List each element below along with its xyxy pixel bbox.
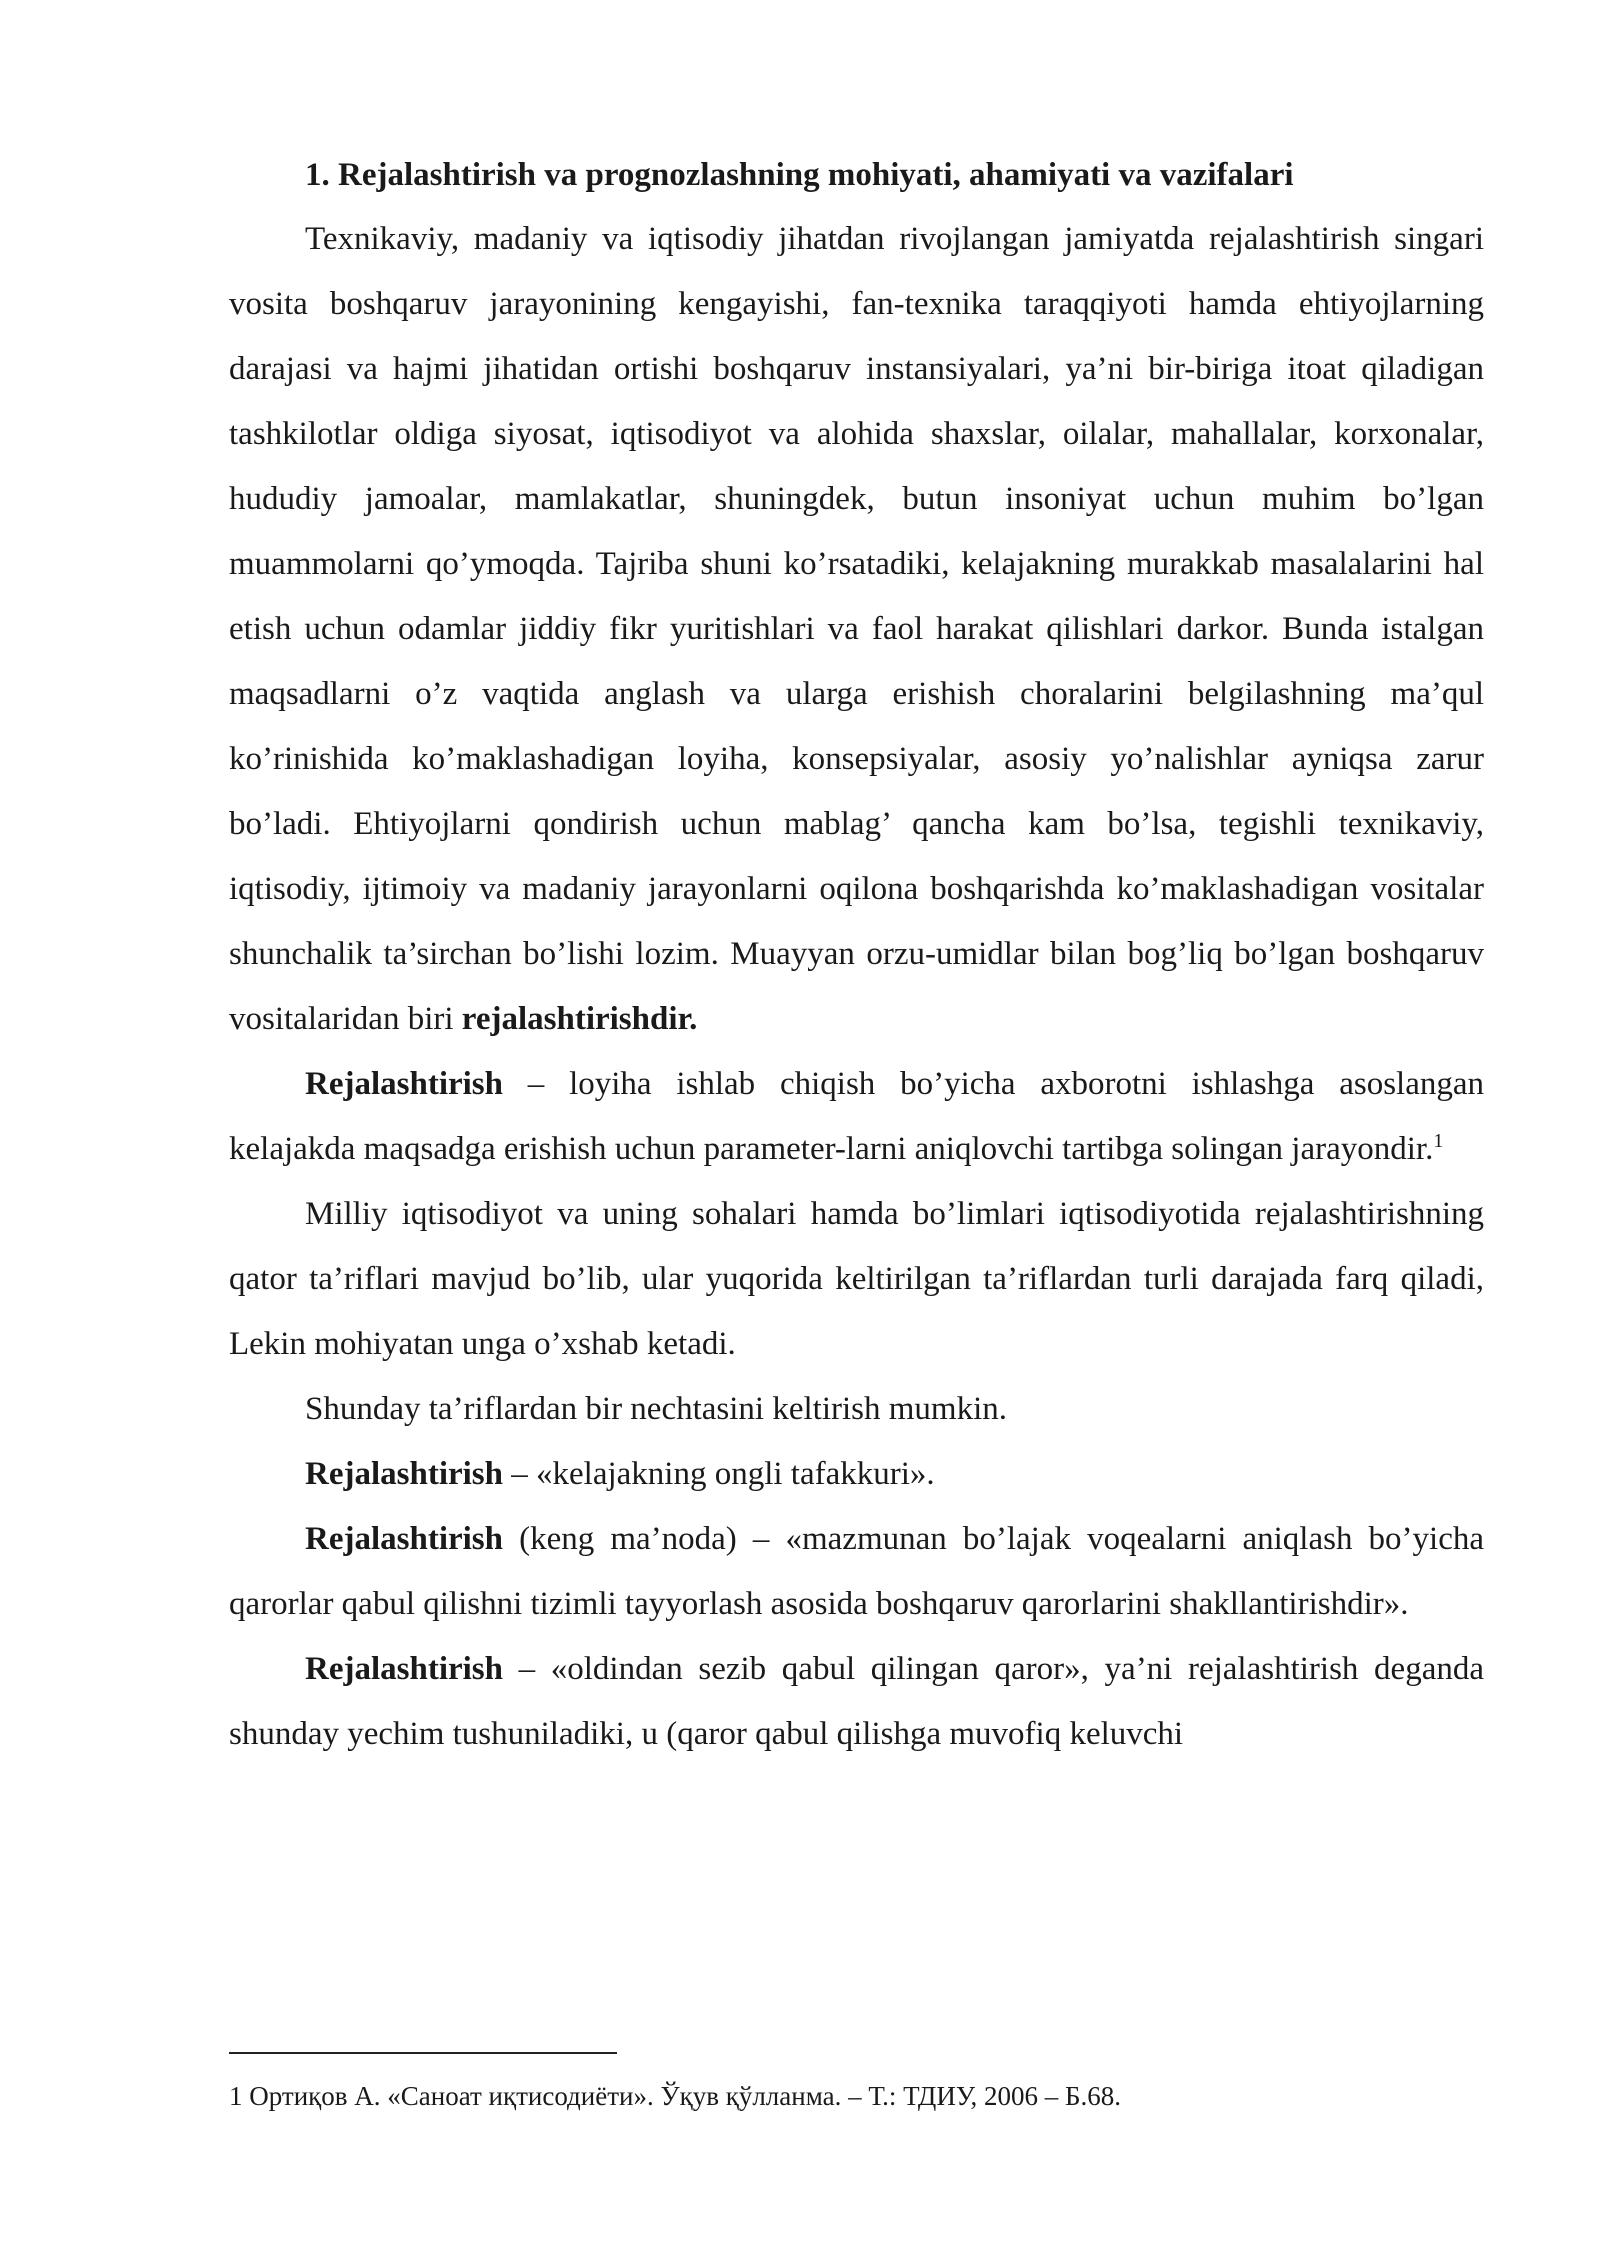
paragraph-intro-text: Texnikaviy, madaniy va iqtisodiy jihatdan rivojlangan jamiyatda rejalashtirish singari vosita boshqaruv jarayonining kengayishi, fan-texnika taraqqiyoti hamda ehtiyojlarning darajasi va hajmi jihatidan ortishi boshqaruv instansiyalari, ya’ni bir-biriga itoat qiladigan tashkilotlar oldiga siyosat, iqtisodiyot va alohida shaxslar, oilalar, mahallalar, korxonalar, hududiy jamoalar, mamlakatlar, shuningdek, butun insoniyat uchun muhim bo’lgan muammolarni qo’ymoqda. Tajriba shuni ko’rsatadiki, kelajakning murakkab masalalarini hal etish uchun odamlar jiddiy fikr yuritishlari va faol harakat qilishlari darkor. Bunda istalgan maqsadlarni o’z vaqtida anglash va ularga erishish choralarini belgilashning ma’qul ko’rinishida ko’maklashadigan loyiha, konsepsiyalar, asosiy yo’nalishlar ayniqsa zarur bo’ladi. Ehtiyojlarni qondirish uchun mablag’ qancha kam bo’lsa, tegishli texnikaviy, iqtisodiy, ijtimoiy va madaniy jarayonlarni oqilona boshqarishda ko’maklashadigan vositalar shunchalik ta’sirchan bo’lishi lozim. Muayyan orzu-umidlar bilan bog’liq bo’lgan boshqaruv vositalaridan biri: [229, 221, 1484, 1037]
paragraph-text: Milliy iqtisodiyot va uning sohalari hamda bo’limlari iqtisodiyotida rejalashtirishning qator ta’riflari mavjud bo’lib, ular yuqorida keltirilgan ta’riflardan turli darajada farq qiladi, Lekin mohiyatan unga o’xshab ketadi.: [229, 1196, 1484, 1362]
footnote-reference[interactable]: 1: [1433, 1130, 1444, 1152]
footnote-separator: [229, 2052, 617, 2054]
paragraph-definition-3: [229, 1507, 1484, 1637]
definition-text: (keng ma’noda) – «mazmunan bo’lajak voqealarni aniqlash bo’yicha qarorlar qabul qilishni tizimli tayyorlash asosida boshqaruv qarorlarini shakllantirishdir».: [229, 1521, 1484, 1622]
paragraph-intro: [229, 207, 1484, 1052]
key-term-bold: rejalashtirishdir.: [461, 1001, 698, 1037]
term-label: Rejalashtirish: [305, 1521, 503, 1557]
definition-text: – «oldindan sezib qabul qilingan qaror», ya’ni rejalashtirish deganda shunday yechim tushuniladiki, u (qaror qabul qilishga muvofiq keluvchi: [229, 1651, 1484, 1752]
section-heading: 1. Rejalashtirish va prognozlashning mohiyati, ahamiyati va vazifalari: [305, 157, 1294, 193]
paragraph-text: Shunday ta’riflardan bir nechtasini keltirish mumkin.: [305, 1391, 1008, 1427]
definition-text: – «kelajakning ongli tafakkuri».: [503, 1456, 935, 1492]
paragraph-definitions-note: [229, 1182, 1484, 1377]
paragraph-definition-2: [229, 1442, 1484, 1507]
body-text: [229, 145, 1484, 1767]
paragraph-lead-in: [229, 1377, 1484, 1442]
term-label: Rejalashtirish: [305, 1456, 503, 1492]
paragraph-definition-4: [229, 1637, 1484, 1767]
footnote: 1 Ортиқов А. «Саноат иқтисодиёти». Ўқув қўлланма. – Т.: ТДИУ, 2006 – Б.68.: [229, 2081, 1122, 2111]
term-label: Rejalashtirish: [305, 1651, 503, 1687]
term-label: Rejalashtirish: [305, 1066, 503, 1102]
paragraph-definition: [229, 1052, 1484, 1182]
definition-text: – loyiha ishlab chiqish bo’yicha axborotni ishlashga asoslangan kelajakda maqsadga erishish uchun parameter-larni aniqlovchi tartibga solingan jarayondir.: [229, 1066, 1484, 1167]
